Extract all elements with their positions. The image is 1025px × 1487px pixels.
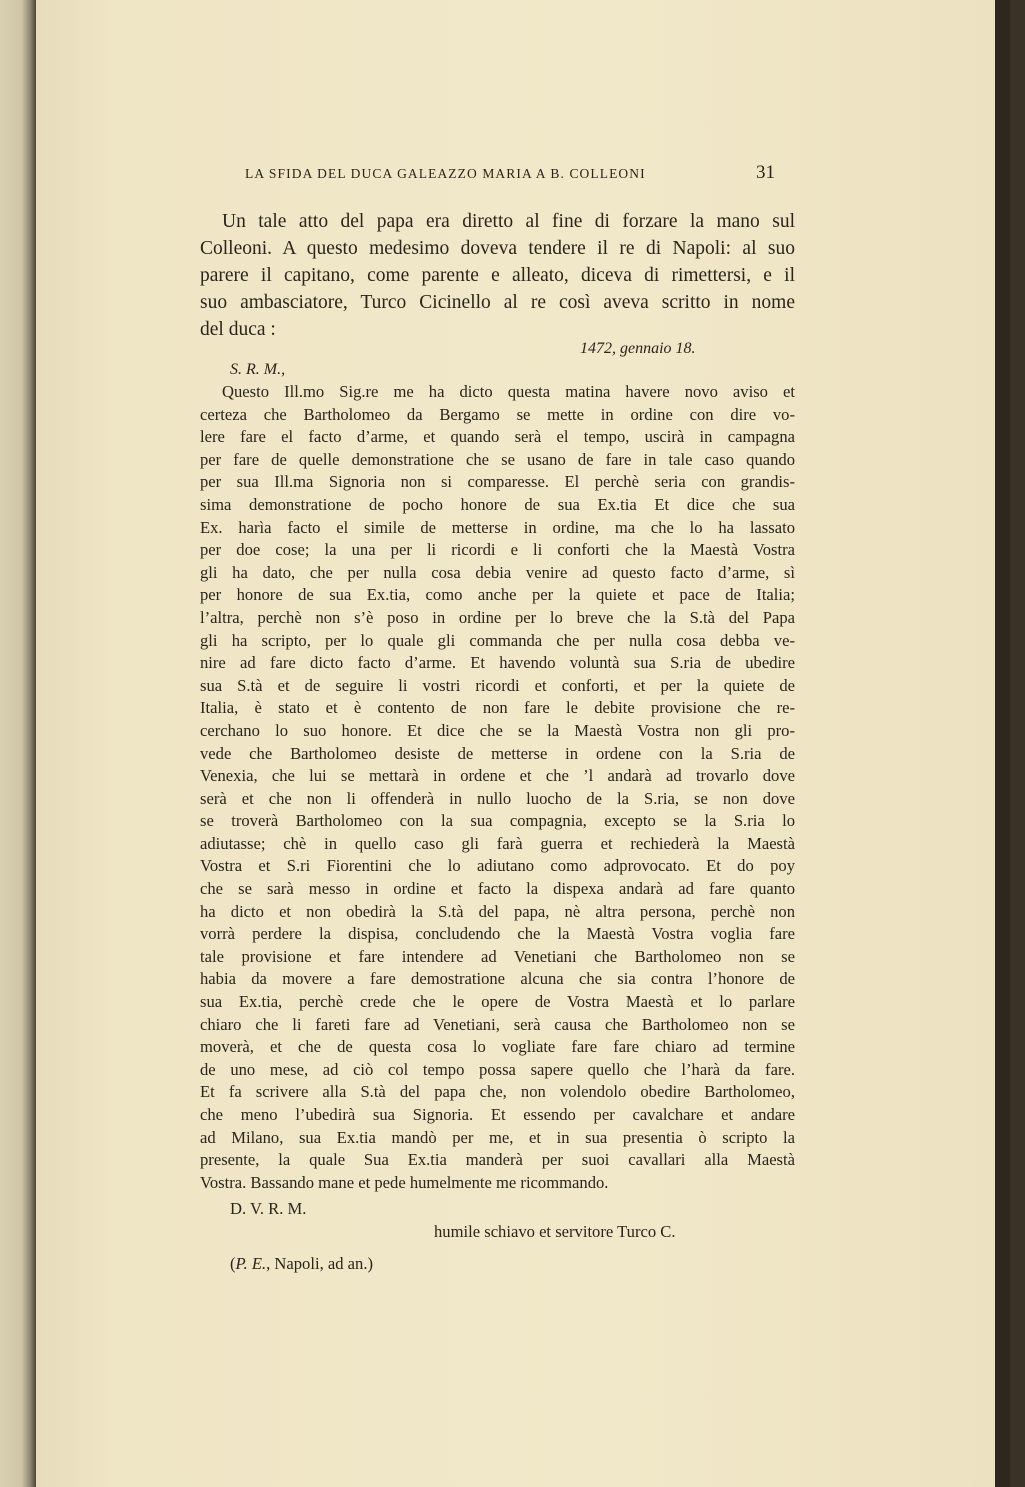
- text-line: del duca :: [200, 319, 276, 340]
- intro-paragraph: [200, 208, 795, 343]
- text-line: se troverà Bartholomeo con la sua compagnia, excepto se la S.ria lo: [200, 811, 795, 831]
- text-line: de uno mese, ad ciò col tempo possa sapere quello che l’harà da fare.: [200, 1059, 795, 1079]
- text-line: che meno l’ubedirà sua Signoria. Et essendo per cavalchare et andare: [200, 1105, 795, 1124]
- letter-closing: D. V. R. M.: [230, 1199, 307, 1218]
- text-line: gli ha dato, che per nulla cosa debia venire ad questo facto d’arme, sì: [200, 562, 795, 582]
- text-line: parere il capitano, come parente e alleato, diceva di rimettersi, e il: [200, 265, 795, 286]
- letter-body: [200, 381, 795, 1194]
- text-line: nire ad fare dicto facto d’arme. Et havendo voluntà sua S.ria de ubedire: [200, 653, 795, 673]
- text-line: lere fare el facto d’arme, et quando serà el tempo, uscirà in campagna: [200, 427, 795, 447]
- text-line: suo ambasciatore, Turco Cicinello al re così aveva scritto in nome: [200, 292, 795, 313]
- letter-signature: humile schiavo et servitore Turco C.: [434, 1222, 676, 1241]
- text-line: Ex. harìa facto el simile de metterse in ordine, ma che lo ha lassato: [200, 517, 795, 537]
- book-binding: [0, 0, 36, 1487]
- text-line: cerchano lo suo honore. Et dice che se la Maestà Vostra non gli pro-: [200, 720, 795, 740]
- text-line: gli ha scripto, per lo quale gli commanda che per nulla cosa debba ve-: [200, 630, 795, 650]
- text-line: Et fa scrivere alla S.tà del papa che, non volendolo obedire Bartholomeo,: [200, 1082, 795, 1102]
- citation-rest: , Napoli, ad an.): [266, 1254, 374, 1273]
- text-line: per honore de sua Ex.tia, como anche per la quiete et pace de Italia;: [200, 585, 795, 605]
- text-line: adiutasse; chè in quello caso gli farà guerra et rechiederà la Maestà: [200, 833, 795, 853]
- text-line: moverà, et che de questa cosa lo vogliate fare fare chiaro ad termine: [200, 1037, 795, 1057]
- citation-abbr: P. E.: [235, 1254, 267, 1273]
- letter-date: 1472, gennaio 18.: [580, 340, 696, 357]
- letter-salutation: S. R. M.,: [230, 361, 286, 378]
- page-number: 31: [756, 162, 775, 183]
- running-header: [245, 162, 775, 188]
- text-line: Italia, è stato et è contento de non fare le debite provisione che re-: [200, 698, 795, 718]
- text-line: per fare de quelle demonstratione che se usano de fare in tale caso quando: [200, 449, 795, 469]
- text-line: vorrà perdere la dispisa, concludendo che la Maestà Vostra voglia fare: [200, 924, 795, 944]
- text-line: vede che Bartholomeo desiste de metterse in ordene con la S.ria de: [200, 743, 795, 763]
- text-line: per sua Ill.ma Signoria non si comparesse. El perchè seria con grandis-: [200, 472, 795, 492]
- text-line: Vostra et S.ri Fiorentini che lo adiutano como adprovocato. Et do poy: [200, 856, 795, 876]
- text-line: tale provisione et fare intendere ad Venetiani che Bartholomeo non se: [200, 946, 795, 966]
- text-line: che se sarà messo in ordine et facto la dispexa andarà ad fare quanto: [200, 879, 795, 899]
- text-line: certeza che Bartholomeo da Bergamo se mette in ordine con dire vo-: [200, 404, 795, 424]
- text-line: per doe cose; la una per li ricordi e li conforti che la Maestà Vostra: [200, 540, 795, 560]
- text-line: habia da movere a fare demostratione alcuna che sia contra l’honore de: [200, 969, 795, 989]
- running-title: LA SFIDA DEL DUCA GALEAZZO MARIA A B. COLLEONI: [245, 166, 646, 181]
- text-line: ad Milano, sua Ex.tia mandò per me, et in sua presentia ò scripto la: [200, 1127, 795, 1147]
- text-line: Vostra. Bassando mane et pede humelmente me ricommando.: [200, 1172, 609, 1192]
- text-line: presente, la quale Sua Ex.tia manderà per suoi cavallari alla Maestà: [200, 1150, 795, 1170]
- text-line: chiaro che li fareti fare ad Venetiani, serà causa che Bartholomeo non se: [200, 1014, 795, 1034]
- text-line: sua S.tà et de seguire li vostri ricordi et conforti, et per la quiete de: [200, 675, 795, 695]
- text-line: Venexia, che lui se mettarà in ordene et che ’l andarà ad trovarlo dove: [200, 766, 795, 786]
- text-line: Un tale atto del papa era diretto al fine di forzare la mano sul: [222, 211, 795, 232]
- text-line: serà et che non li offenderà in nullo luocho de la S.ria, se non dove: [200, 788, 795, 808]
- text-line: sua Ex.tia, perchè crede che le opere de Vostra Maestà et lo parlare: [200, 992, 795, 1012]
- text-line: sima demonstratione de pocho honore de sua Ex.tia Et dice che sua: [200, 494, 795, 514]
- text-line: l’altra, perchè non s’è poso in ordine per lo breve che la S.tà del Papa: [200, 607, 795, 627]
- citation-paren: (: [230, 1254, 236, 1273]
- text-line: Questo Ill.mo Sig.re me ha dicto questa matina havere novo aviso et: [222, 382, 795, 401]
- page-edge: [995, 0, 1010, 1487]
- text-line: ha dicto et non obedirà la S.tà del papa, nè altra persona, perchè non: [200, 901, 795, 921]
- source-citation: [230, 1254, 373, 1274]
- text-line: Colleoni. A questo medesimo doveva tendere il re di Napoli: al suo: [200, 238, 795, 259]
